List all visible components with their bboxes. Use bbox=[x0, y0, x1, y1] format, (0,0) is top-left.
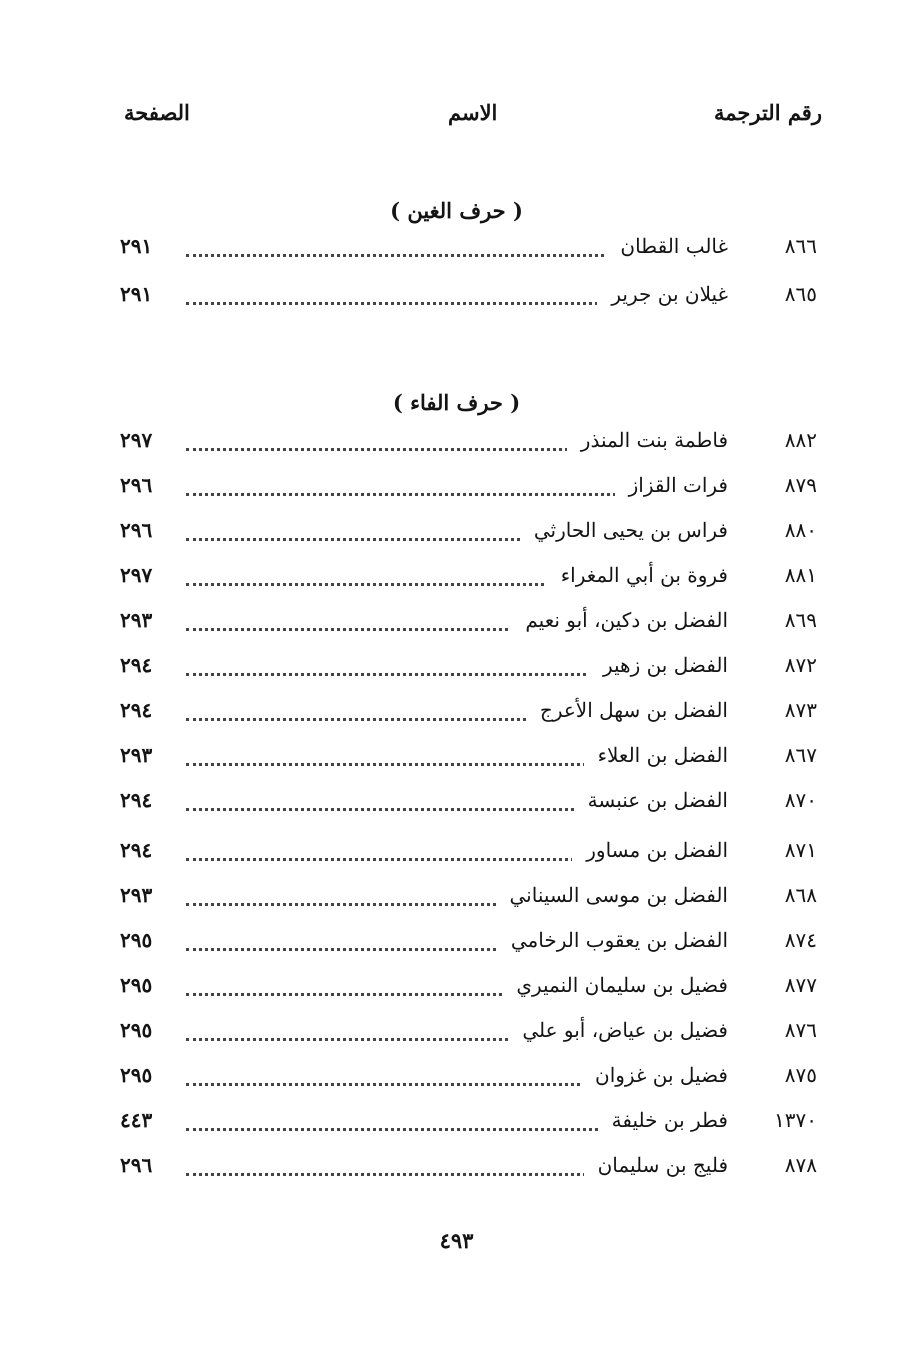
entry-page: ٢٩٥ bbox=[120, 973, 153, 997]
entry-number: ٨٦٦ bbox=[784, 234, 817, 258]
entry-page: ٤٤٣ bbox=[120, 1108, 153, 1132]
entry-number: ٨٧٨ bbox=[784, 1153, 817, 1177]
entry-number: ٨٦٧ bbox=[784, 743, 817, 767]
entry-page: ٢٩٦ bbox=[120, 518, 153, 542]
index-entry bbox=[118, 1108, 823, 1142]
entry-page: ٢٩٣ bbox=[120, 608, 153, 632]
entry-name: الفضل بن زهير bbox=[589, 653, 728, 677]
entry-name: فاطمة بنت المنذر bbox=[567, 428, 728, 452]
entry-page: ٢٩٥ bbox=[120, 928, 153, 952]
header-name-label: الاسم bbox=[448, 100, 498, 125]
entry-page: ٢٩٧ bbox=[120, 428, 153, 452]
section-title-ghayn: ( حرف الغين ) bbox=[390, 198, 523, 223]
entry-name: فروة بن أبي المغراء bbox=[547, 563, 728, 587]
header-number-label: رقم الترجمة bbox=[713, 100, 822, 125]
entry-page: ٢٩٤ bbox=[120, 838, 153, 862]
index-entry bbox=[118, 1018, 823, 1052]
index-entry bbox=[118, 428, 823, 462]
entry-name: فضيل بن سليمان النميري bbox=[502, 973, 728, 997]
entry-number: ٨٨٢ bbox=[784, 428, 817, 452]
header-page-label: الصفحة bbox=[124, 100, 190, 125]
entry-page: ٢٩٤ bbox=[120, 653, 153, 677]
entry-number: ٨٨١ bbox=[784, 563, 817, 587]
entry-page: ٢٩٥ bbox=[120, 1018, 153, 1042]
entry-number: ٨٧٧ bbox=[784, 973, 817, 997]
entry-number: ٨٦٥ bbox=[784, 282, 817, 306]
entry-name: الفضل بن موسى السيناني bbox=[496, 883, 729, 907]
index-entry bbox=[118, 1153, 823, 1187]
entry-name: غيلان بن جرير bbox=[597, 282, 728, 306]
entry-name: فرات القزاز bbox=[615, 473, 728, 497]
entry-name: الفضل بن سهل الأعرج bbox=[526, 698, 728, 722]
index-entry bbox=[118, 928, 823, 962]
entry-number: ٨٧٢ bbox=[784, 653, 817, 677]
entry-page: ٢٩١ bbox=[120, 282, 153, 306]
index-entry bbox=[118, 838, 823, 872]
entry-number: ٨٦٨ bbox=[784, 883, 817, 907]
entry-number: ٨٧٠ bbox=[784, 788, 817, 812]
index-entry bbox=[118, 788, 823, 822]
entry-name: فراس بن يحيى الحارثي bbox=[520, 518, 728, 542]
entry-page: ٢٩٣ bbox=[120, 883, 153, 907]
entry-number: ١٣٧٠ bbox=[774, 1108, 817, 1132]
entry-number: ٨٦٩ bbox=[784, 608, 817, 632]
index-entry bbox=[118, 1063, 823, 1097]
index-entry bbox=[118, 563, 823, 597]
entry-name: فطر بن خليفة bbox=[598, 1108, 728, 1132]
entry-number: ٨٧٦ bbox=[784, 1018, 817, 1042]
entry-name: الفضل بن مساور bbox=[572, 838, 728, 862]
index-entry bbox=[118, 608, 823, 642]
entry-number: ٨٧٩ bbox=[784, 473, 817, 497]
index-entry bbox=[118, 234, 823, 268]
index-entry bbox=[118, 282, 823, 316]
column-header bbox=[120, 100, 830, 140]
entry-page: ٢٩٦ bbox=[120, 473, 153, 497]
entry-page: ٢٩١ bbox=[120, 234, 153, 258]
index-entry bbox=[118, 883, 823, 917]
entry-name: غالب القطان bbox=[606, 234, 728, 258]
section-title-fa: ( حرف الفاء ) bbox=[392, 390, 521, 415]
entry-name: فليج بن سليمان bbox=[584, 1153, 728, 1177]
entry-name: فضيل بن عياض، أبو علي bbox=[508, 1018, 728, 1042]
entry-name: الفضل بن عنبسة bbox=[574, 788, 728, 812]
entry-page: ٢٩٤ bbox=[120, 698, 153, 722]
entry-page: ٢٩٤ bbox=[120, 788, 153, 812]
entry-number: ٨٧٣ bbox=[784, 698, 817, 722]
index-entry bbox=[118, 473, 823, 507]
entry-page: ٢٩٥ bbox=[120, 1063, 153, 1087]
index-entry bbox=[118, 698, 823, 732]
index-entry bbox=[118, 653, 823, 687]
entry-page: ٢٩٦ bbox=[120, 1153, 153, 1177]
entry-number: ٨٧٥ bbox=[784, 1063, 817, 1087]
entry-number: ٨٨٠ bbox=[784, 518, 817, 542]
index-entry bbox=[118, 518, 823, 552]
index-entry bbox=[118, 973, 823, 1007]
index-entry bbox=[118, 743, 823, 777]
entry-number: ٨٧٤ bbox=[784, 928, 817, 952]
entry-page: ٢٩٣ bbox=[120, 743, 153, 767]
entry-name: الفضل بن دكين، أبو نعيم bbox=[511, 608, 728, 632]
entry-page: ٢٩٧ bbox=[120, 563, 153, 587]
entry-number: ٨٧١ bbox=[784, 838, 817, 862]
page-number: ٤٩٣ bbox=[439, 1228, 474, 1253]
entry-name: فضيل بن غزوان bbox=[581, 1063, 728, 1087]
entry-name: الفضل بن العلاء bbox=[584, 743, 728, 767]
entry-name: الفضل بن يعقوب الرخامي bbox=[497, 928, 728, 952]
